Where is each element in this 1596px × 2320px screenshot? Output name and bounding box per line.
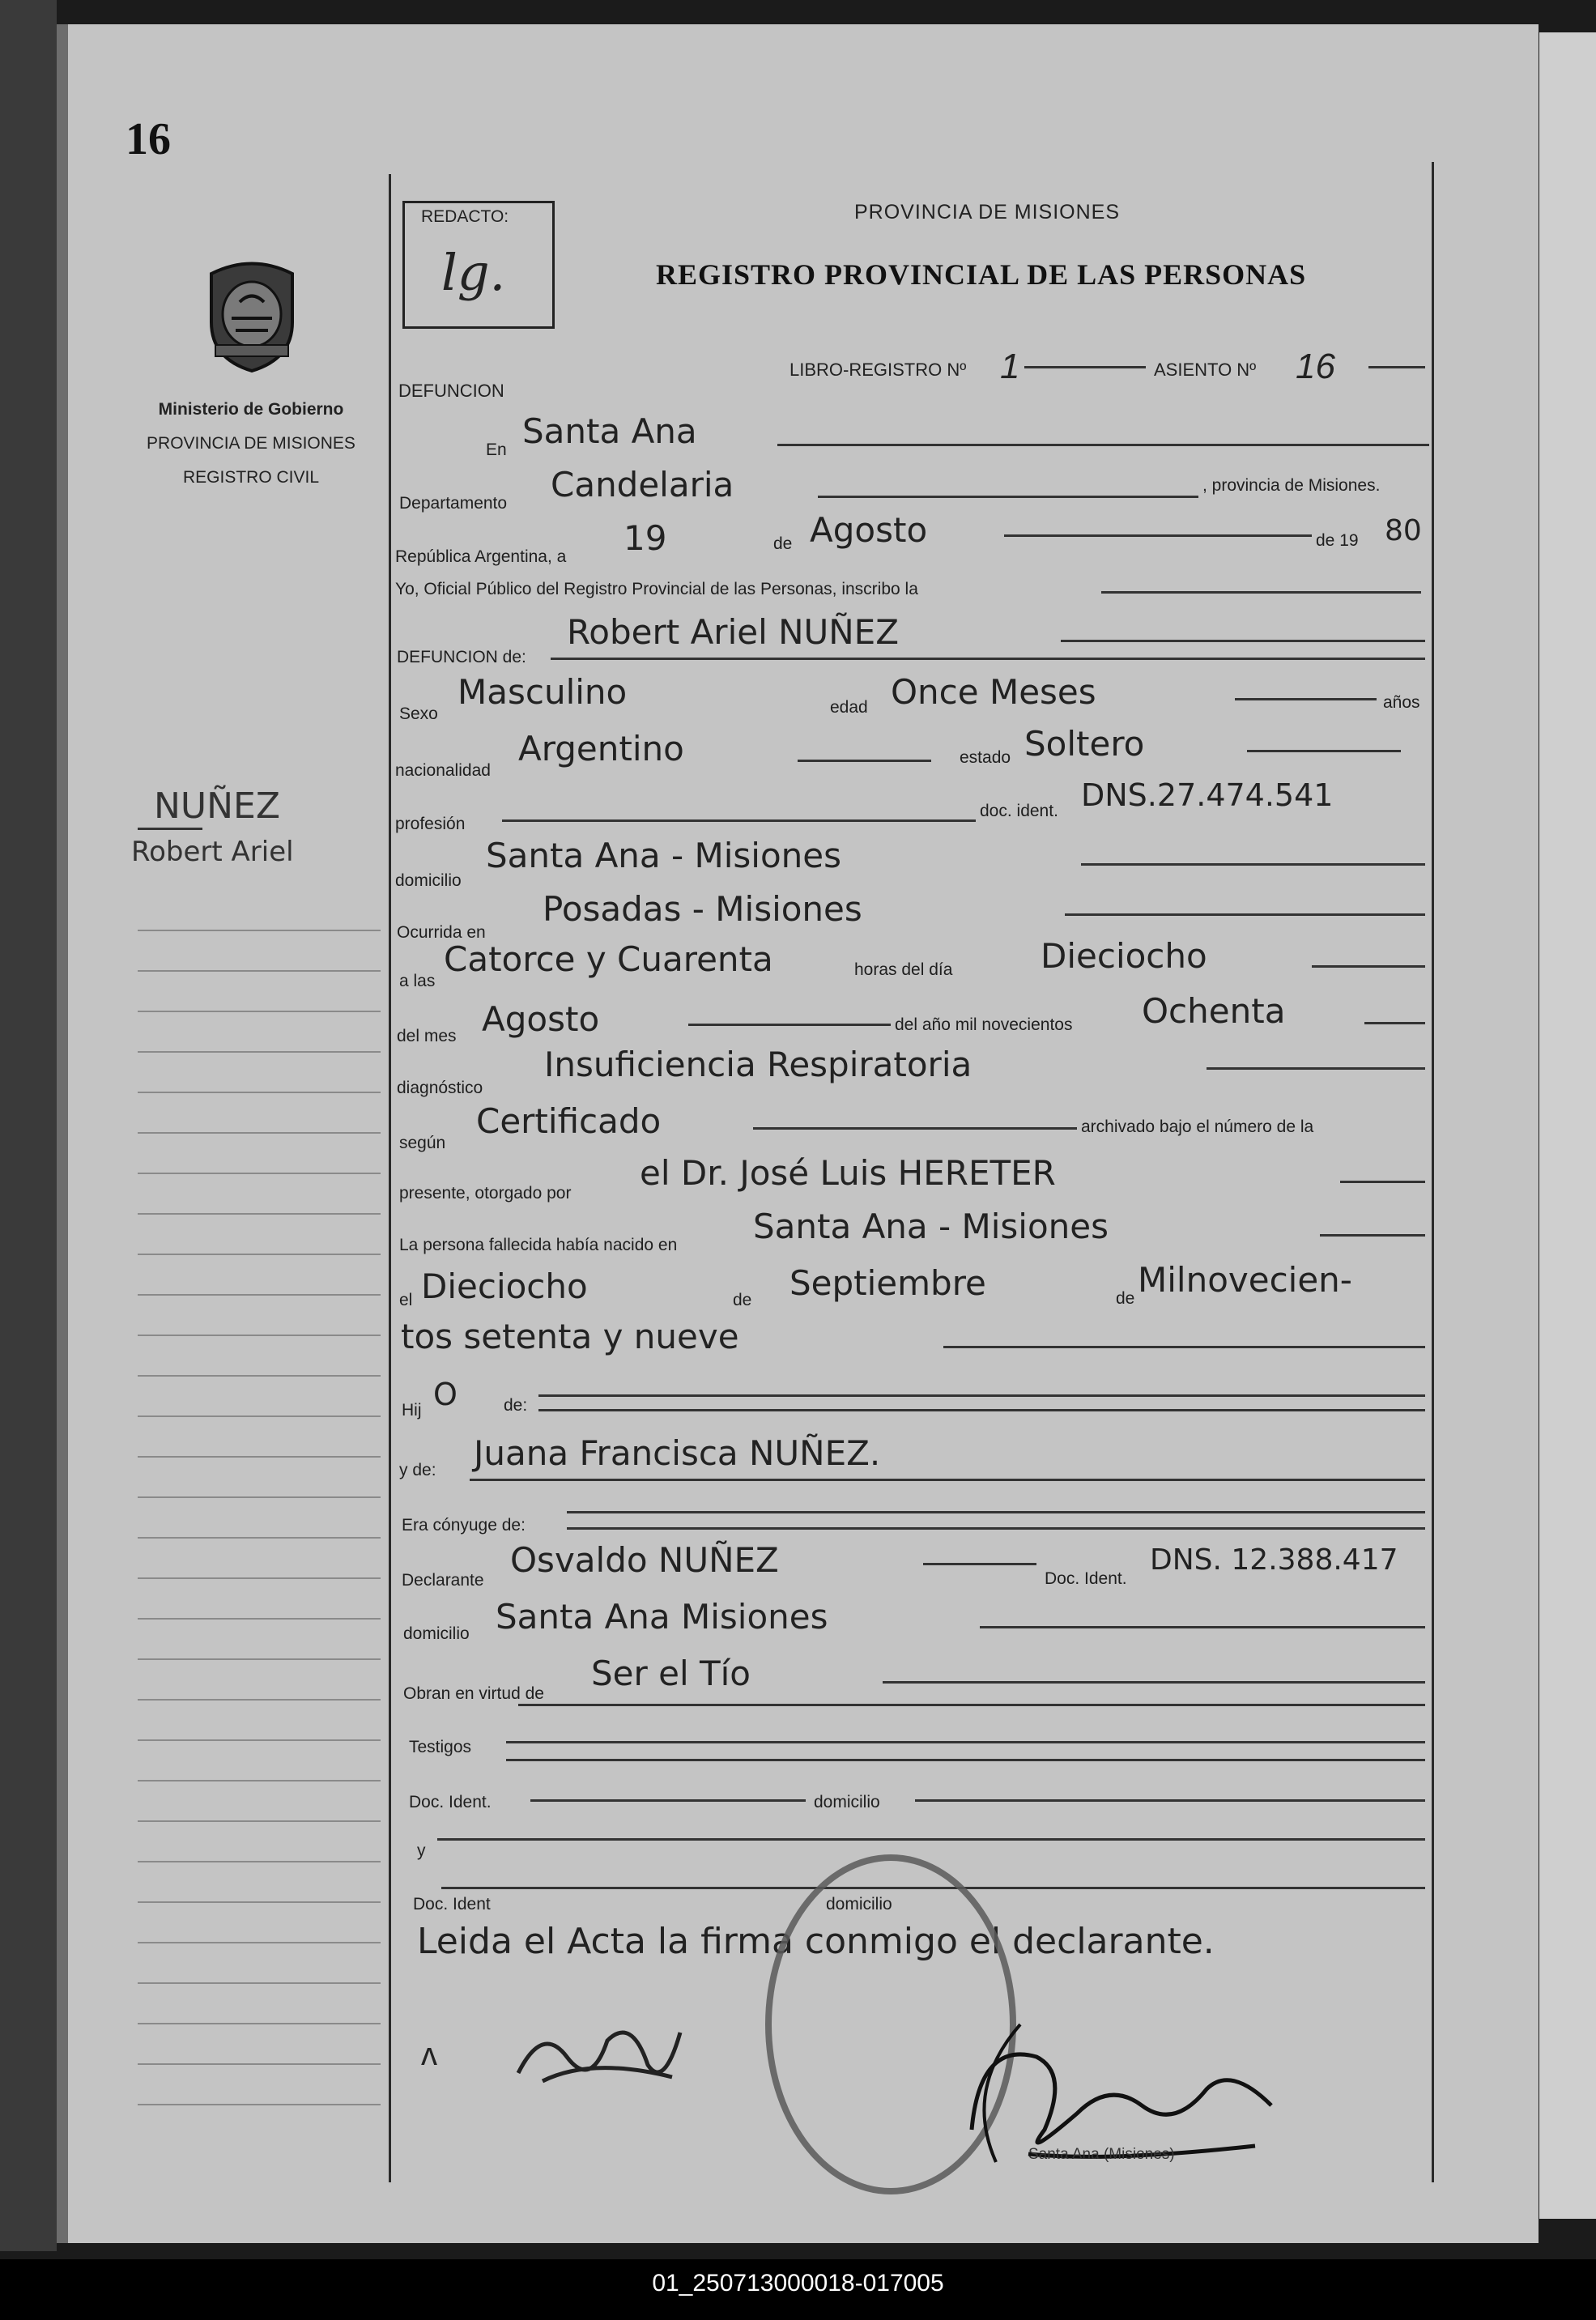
a-las-label: a las — [399, 972, 436, 990]
conyuge-label: Era cónyuge de: — [402, 1516, 526, 1535]
signature-place: Santa Ana (Misiones) — [1028, 2146, 1175, 2163]
coat-of-arms-icon — [199, 258, 304, 372]
hijo-rule-2 — [538, 1409, 1425, 1411]
decl-domicilio-value: Santa Ana Misiones — [496, 1597, 828, 1637]
dia-value: Dieciocho — [1041, 936, 1207, 976]
en-rule — [777, 444, 1429, 446]
decl-domicilio-rule — [980, 1626, 1425, 1628]
a-las-value: Catorce y Cuarenta — [444, 939, 773, 979]
redacto-initials: lg. — [441, 243, 506, 302]
departamento-suffix: , provincia de Misiones. — [1202, 476, 1381, 495]
diagnostico-label: diagnóstico — [397, 1079, 483, 1097]
y-line-label: y — [417, 1841, 426, 1860]
nac-el-label: el — [399, 1291, 413, 1309]
profesion-rule — [502, 819, 976, 822]
testigos-rule — [506, 1741, 1425, 1743]
scan-caption: 01_250713000018-017005 — [0, 2259, 1596, 2320]
deceased-name: Robert Ariel NUÑEZ — [567, 612, 899, 652]
departamento-rule — [818, 496, 1198, 498]
asiento-label: ASIENTO Nº — [1154, 360, 1257, 380]
sexo-label: Sexo — [399, 705, 438, 723]
oficial-text: Yo, Oficial Público del Registro Provincial de las Personas, inscribo la — [395, 580, 918, 598]
declarante-rule — [923, 1563, 1036, 1565]
obran-rule — [883, 1681, 1425, 1684]
diagnostico-rule — [1207, 1067, 1425, 1070]
del-mes-label: del mes — [397, 1027, 457, 1045]
decl-doc-value: DNS. 12.388.417 — [1150, 1543, 1398, 1577]
fecha-de-label: de — [773, 534, 793, 553]
domicilio-value: Santa Ana - Misiones — [486, 836, 842, 875]
hijo-value: O — [433, 1377, 458, 1412]
nacionalidad-value: Argentino — [518, 729, 684, 768]
dia-rule — [1312, 965, 1425, 968]
nac-mes: Septiembre — [789, 1263, 986, 1303]
edad-value: Once Meses — [891, 672, 1096, 712]
testigos-label: Testigos — [409, 1738, 472, 1756]
nac-dia: Dieciocho — [421, 1266, 588, 1306]
y-de-label: y de: — [399, 1461, 436, 1479]
y-line-rule — [437, 1838, 1425, 1841]
test-dom-label: domicilio — [814, 1793, 880, 1811]
mother-name: Juana Francisca NUÑEZ. — [474, 1433, 881, 1473]
left-signature-icon — [510, 2008, 696, 2097]
obran-rule-2 — [518, 1704, 1425, 1706]
nac-de-label: de — [733, 1291, 752, 1309]
anio-value: Ochenta — [1142, 991, 1286, 1031]
asiento-rule — [1368, 366, 1425, 368]
sexo-value: Masculino — [458, 672, 628, 712]
obran-value: Ser el Tío — [591, 1654, 751, 1693]
conyuge-rule-2 — [567, 1527, 1425, 1530]
nacido-value: Santa Ana - Misiones — [753, 1207, 1109, 1246]
estado-rule — [1247, 750, 1401, 752]
fecha-rule — [1004, 534, 1312, 537]
en-value: Santa Ana — [522, 411, 697, 451]
domicilio-rule — [1081, 863, 1425, 866]
ministry-block — [113, 390, 389, 497]
estado-value: Soltero — [1024, 724, 1145, 764]
nacionalidad-rule — [798, 760, 931, 762]
libro-rule — [1024, 366, 1146, 368]
ministry-registry: REGISTRO CIVIL — [182, 468, 320, 487]
margin-ruled-lines — [138, 891, 381, 2122]
departamento-label: Departamento — [399, 494, 508, 513]
page-number: 16 — [126, 114, 171, 164]
nac-anio-cont: tos setenta y nueve — [401, 1317, 739, 1356]
left-frame-line — [389, 174, 391, 2182]
defuncion-rule-2 — [551, 658, 1425, 660]
defuncion-tag: DEFUNCION — [398, 381, 504, 401]
province-header: PROVINCIA DE MISIONES — [854, 201, 1121, 223]
test-dom2-label: domicilio — [826, 1895, 892, 1913]
fecha-year-label: de 19 — [1316, 531, 1359, 550]
nac-de-label-2: de — [1116, 1289, 1135, 1308]
archivado-label: archivado bajo el número de la — [1081, 1117, 1314, 1136]
defuncion-rule — [1061, 640, 1425, 642]
segun-rule — [753, 1127, 1077, 1130]
decl-doc-label: Doc. Ident. — [1045, 1569, 1127, 1588]
estado-label: estado — [960, 748, 1011, 767]
test-doc2-label: Doc. Ident — [413, 1895, 491, 1913]
segun-label: según — [399, 1134, 446, 1152]
doc-ident-label: doc. ident. — [980, 802, 1058, 820]
doc-ident-value: DNS.27.474.541 — [1081, 777, 1334, 813]
declarante-label: Declarante — [402, 1571, 484, 1590]
test-doc-label: Doc. Ident. — [409, 1793, 492, 1811]
presente-rule — [1340, 1181, 1425, 1183]
test-dom-rule — [915, 1799, 1425, 1802]
nacido-rule — [1320, 1234, 1425, 1237]
libro-label: LIBRO-REGISTRO Nº — [789, 360, 967, 380]
right-frame-line — [1432, 162, 1434, 2182]
registry-title: REGISTRO PROVINCIAL DE LAS PERSONAS — [656, 258, 1307, 291]
obran-label: Obran en virtud de — [403, 1684, 544, 1703]
margin-underline — [138, 828, 202, 830]
test-doc-rule — [530, 1799, 806, 1802]
ocurrida-rule — [1065, 913, 1425, 916]
redacto-label: REDACTO: — [421, 207, 509, 226]
nacido-label: La persona fallecida había nacido en — [399, 1236, 678, 1254]
oficial-rule — [1101, 591, 1421, 594]
departamento-value: Candelaria — [551, 465, 734, 504]
domicilio-label: domicilio — [395, 871, 462, 890]
ministry-name: Ministerio de Gobierno — [158, 400, 344, 419]
asiento-value: 16 — [1296, 347, 1335, 386]
anio-label: del año mil novecientos — [895, 1015, 1073, 1034]
edad-label: edad — [830, 698, 868, 717]
ministry-province: PROVINCIA DE MISIONES — [147, 434, 355, 453]
fecha-month: Agosto — [810, 510, 928, 550]
presente-label: presente, otorgado por — [399, 1184, 572, 1203]
decl-domicilio-label: domicilio — [403, 1624, 470, 1643]
margin-given-names: Robert Ariel — [131, 836, 294, 868]
defuncion-de-label: DEFUNCION de: — [397, 648, 526, 666]
anio-rule — [1364, 1022, 1425, 1024]
edad-rule — [1235, 698, 1377, 700]
testigos-rule-2 — [506, 1759, 1425, 1761]
y-de-rule — [470, 1479, 1425, 1481]
diagnostico-value: Insuficiencia Respiratoria — [544, 1045, 972, 1084]
del-mes-value: Agosto — [482, 999, 600, 1039]
nac-anio: Milnovecien- — [1138, 1260, 1352, 1300]
profesion-label: profesión — [395, 815, 466, 833]
edad-suffix: años — [1383, 693, 1420, 712]
fecha-year-value: 80 — [1385, 514, 1422, 547]
libro-value: 1 — [1000, 347, 1020, 386]
ocurrida-value: Posadas - Misiones — [543, 889, 862, 929]
fecha-day: 19 — [624, 518, 667, 558]
nacionalidad-label: nacionalidad — [395, 761, 491, 780]
en-label: En — [486, 441, 507, 459]
segun-value: Certificado — [476, 1101, 662, 1141]
horas-label: horas del día — [854, 960, 953, 979]
hijo-de-label: de: — [504, 1396, 528, 1415]
hijo-label: Hij — [402, 1401, 422, 1420]
nac-rule — [943, 1346, 1425, 1348]
closing-text: Leida el Acta la firma conmigo el declarante. — [417, 1921, 1215, 1962]
declarante-value: Osvaldo NUÑEZ — [510, 1540, 779, 1580]
presente-value: el Dr. José Luis HERETER — [640, 1153, 1056, 1193]
hijo-rule — [538, 1394, 1425, 1397]
del-mes-rule — [688, 1024, 891, 1026]
signature-mark: ʌ — [421, 2037, 437, 2072]
margin-surname: NUÑEZ — [154, 785, 280, 827]
conyuge-rule — [567, 1511, 1425, 1513]
ocurrida-label: Ocurrida en — [397, 923, 486, 942]
fecha-label: República Argentina, a — [395, 547, 567, 566]
